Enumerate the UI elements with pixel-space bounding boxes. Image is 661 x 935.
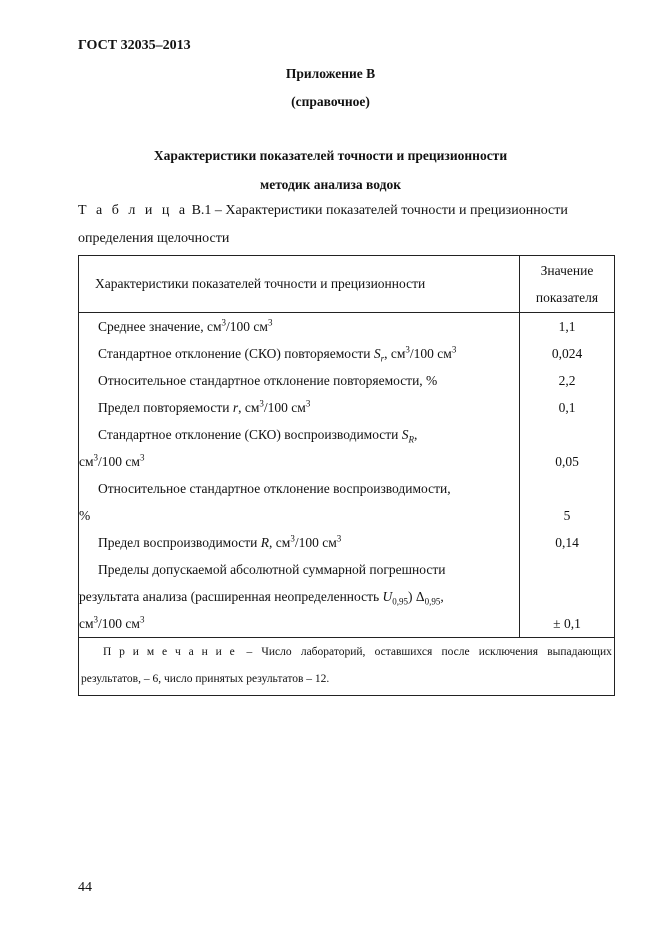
caption-text-line1: – Характеристики показателей точности и прецизионности [214,203,568,218]
row-reproducibility-sd-line1: Стандартное отклонение (СКО) воспроизводимости $S_R$, [98,427,418,445]
row-error-limits-line1: Пределы допускаемой абсолютной суммарной погрешности [98,562,446,577]
col-header-value-line2: показателя [535,290,599,305]
table-body-row [79,313,615,638]
page-number: 44 [78,880,92,895]
note-label: П р и м е ч а н и е [103,646,238,658]
row-reproducibility-limit: Предел воспроизводимости R, $см^3/100$ $см^3$ [98,533,342,550]
table-caption [78,203,568,219]
value-relative-reproducibility-sd: 5 [563,508,571,523]
appendix-type: (справочное) [291,94,370,109]
table-header-row [79,256,615,313]
value-error-limits: ± 0,1 [553,616,581,631]
characteristics-column [79,313,520,638]
section-title-line1: Характеристики показателей точности и прецизионности [153,148,508,163]
row-mean: Среднее значение, $см^3/100$ $см^3$ [98,317,273,334]
value-repeatability-limit: 0,1 [558,400,576,415]
row-relative-reproducibility-sd-line2: % [79,508,91,523]
row-reproducibility-sd-line2: $см^3/100$ $см^3$ [79,452,145,469]
col-header-value [520,256,615,313]
note-line1: П р и м е ч а н и е – Число лабораторий, оставшихся после исключения выпадающих [81,639,612,666]
value-mean: 1,1 [558,319,576,334]
col-header-value-line1: Значение [540,263,594,278]
col-header-characteristics: Характеристики показателей точности и прецизионности [79,256,520,313]
row-repeatability-limit: Предел повторяемости r, $см^3/100$ $см^3$ [98,398,311,415]
row-repeatability-sd: Стандартное отклонение (СКО) повторяемости $S_r$, $см^3/100$ $см^3$ [98,344,457,364]
standard-code: ГОСТ 32035–2013 [78,38,191,53]
characteristics-table [78,255,615,696]
caption-label: Т а б л и ц а [78,203,189,218]
row-error-limits-line2: результата анализа (расширенная неопределенность $U_{0,95}$) $\Delta_{0,95}$, [79,589,444,607]
value-reproducibility-sd: 0,05 [555,454,579,469]
table-note-row [79,638,615,696]
note-line2: результатов, – 6, число принятых результатов – 12. [81,673,330,685]
values-column [520,313,615,638]
value-repeatability-sd: 0,024 [551,346,583,361]
section-title-line2: методик анализа водок [260,177,401,192]
row-error-limits-line3: $см^3/100$ $см^3$ [79,614,145,631]
appendix-title: Приложение В [285,66,376,81]
value-relative-repeatability-sd: 2,2 [558,373,576,388]
row-relative-repeatability-sd: Относительное стандартное отклонение повторяемости, % [98,373,438,388]
row-relative-reproducibility-sd-line1: Относительное стандартное отклонение воспроизводимости, [98,481,451,496]
caption-number: В.1 [191,203,212,218]
value-reproducibility-limit: 0,14 [555,535,579,550]
caption-text-line2: определения щелочности [78,231,230,246]
table-note [79,638,615,696]
